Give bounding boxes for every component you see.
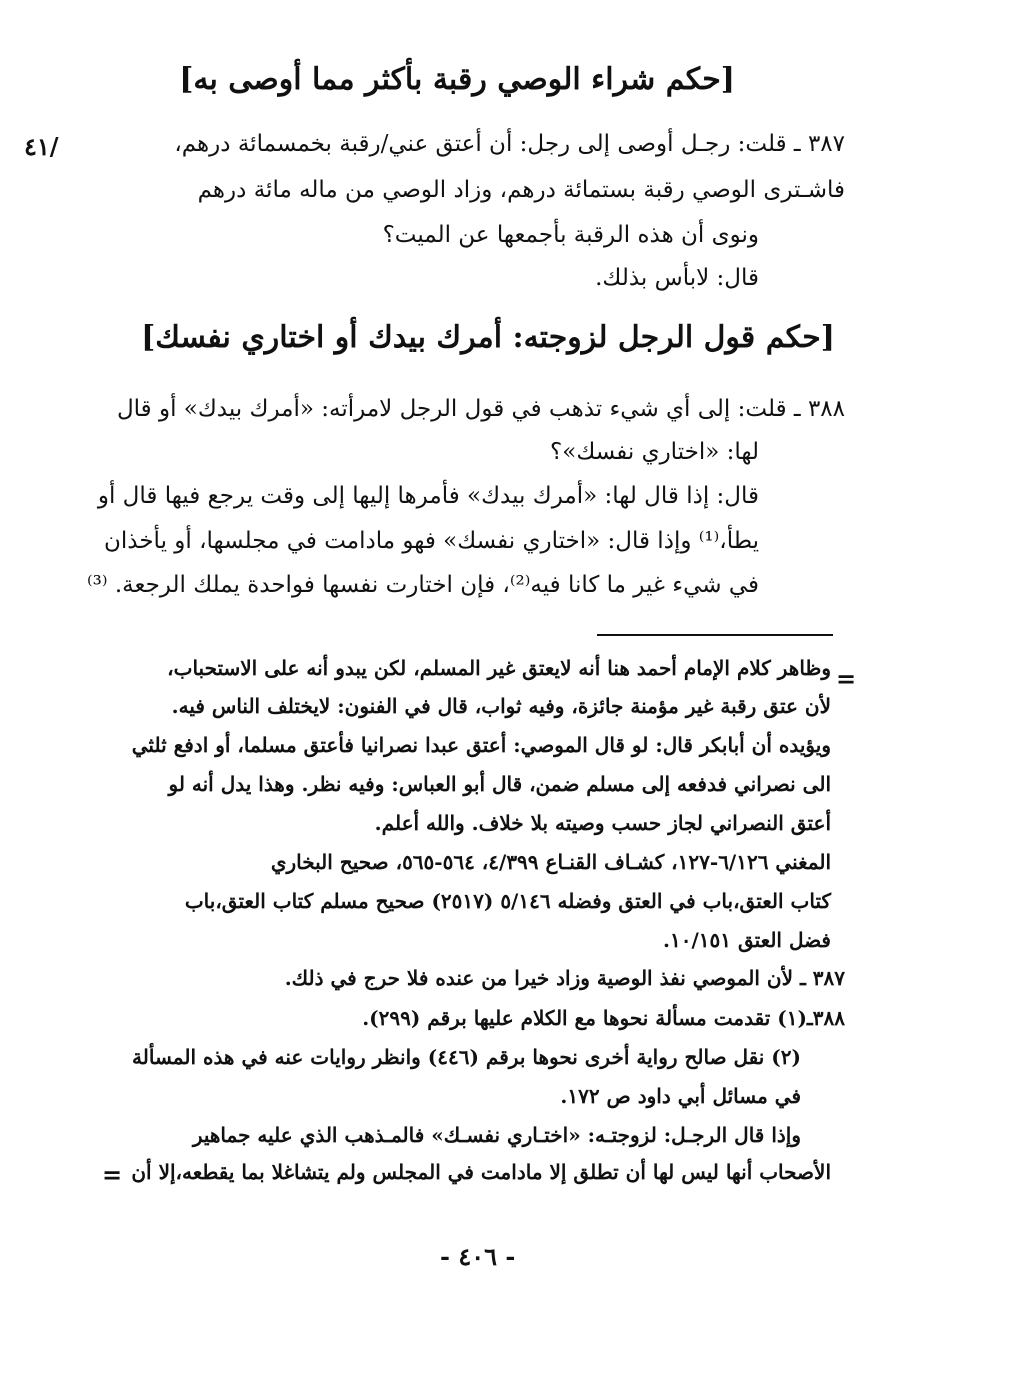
q387-line-2: فاشـترى الوصي رقبة بستمائة درهم، وزاد الوصي من ماله مائة درهم: [197, 177, 845, 203]
footnote-line: ويؤيده أن أبابكر قال: لو قال الموصي: أعتق عبدا نصرانيا فأعتق مسلما، أو ادفع ثلثي: [131, 733, 831, 757]
q387-line-1: ٣٨٧ ـ قلت: رجـل أوصى إلى رجل: أن أعتق عني/رقبة بخمسمائة درهم،: [174, 131, 845, 157]
footnote-line: ٣٨٨ـ(١) تقدمت مسألة نحوها مع الكلام عليها برقم (٢٩٩).: [362, 1006, 845, 1030]
margin-reference: ٤١/: [24, 132, 59, 161]
q387-line-3: ونوى أن هذه الرقبة بأجمعها عن الميت؟: [382, 222, 759, 248]
footnote-line: لأن عتق رقبة غير مؤمنة جائزة، وفيه ثواب، قال في الفنون: لايختلف الناس فيه.: [171, 694, 831, 718]
footnote-line: في مسائل أبي داود ص ١٧٢.: [560, 1084, 801, 1108]
q387-line-4: قال: لابأس بذلك.: [595, 265, 759, 291]
footnote-line: وإذا قال الرجـل: لزوجتـه: «اختـاري نفسـك» فالمـذهب الذي عليه جماهير: [192, 1123, 801, 1147]
q388-line-2: لها: «اختاري نفسك»؟: [550, 439, 759, 465]
footnote-line: الى نصراني فدفعه إلى مسلم ضمن، قال أبو العباس: وفيه نظر. وهذا يدل أنه لو: [168, 772, 831, 796]
section-heading-1: [حكم شراء الوصي رقبة بأكثر مما أوصى به]: [179, 62, 735, 97]
footnote-line: ٣٨٧ ـ لأن الموصي نفذ الوصية وزاد خيرا من عنده فلا حرج في ذلك.: [284, 966, 845, 990]
footnote-line: الأصحاب أنها ليس لها أن تطلق إلا مادامت في المجلس ولم يتشاغلا بما يقطعه،إلا أن: [131, 1160, 831, 1184]
footnote-line: فضل العتق ١٠/١٥١.: [663, 928, 831, 952]
page-number: - ٤٠٦ -: [440, 1242, 516, 1271]
footnote-end-mark: =: [102, 1160, 123, 1189]
footnote-line: كتاب العتق،باب في العتق وفضله ٥/١٤٦ (٢٥١٧) صحيح مسلم كتاب العتق،باب: [184, 889, 831, 913]
footnote-line: وظاهر كلام الإمام أحمد هنا أنه لايعتق غير المسلم، لكن يبدو أنه على الاستحباب،: [167, 656, 831, 680]
footnote-line: (٢) نقل صالح رواية أخرى نحوها برقم (٤٤٦) وانظر روايات عنه في هذه المسألة: [132, 1045, 801, 1069]
footnote-line: أعتق النصراني لجاز حسب وصيته بلا خلاف. والله أعلم.: [374, 811, 831, 835]
footnote-line: المغني ٦/١٢٦-١٢٧، كشـاف القنـاع ٤/٣٩٩، ٥٦٤-٥٦٥، صحيح البخاري: [270, 850, 831, 874]
section-heading-2: [حكم قول الرجل لزوجته: أمرك بيدك أو اختاري نفسك]: [141, 320, 835, 355]
q388-line-1: ٣٨٨ ـ قلت: إلى أي شيء تذهب في قول الرجل لامرأته: «أمرك بيدك» أو قال: [116, 396, 845, 422]
q388-line-4: يطأ،⁽¹⁾ وإذا قال: «اختاري نفسك» فهو مادامت في مجلسها، أو يأخذان: [103, 528, 759, 554]
footnote-separator: [597, 634, 833, 636]
footnote-continuation-mark: =: [836, 664, 857, 693]
q388-line-5: في شيء غير ما كانا فيه⁽²⁾، فإن اختارت نفسها فواحدة يملك الرجعة. ⁽³⁾: [87, 572, 759, 598]
q388-line-3: قال: إذا قال لها: «أمرك بيدك» فأمرها إليها إلى وقت يرجع فيها قال أو: [97, 483, 759, 509]
